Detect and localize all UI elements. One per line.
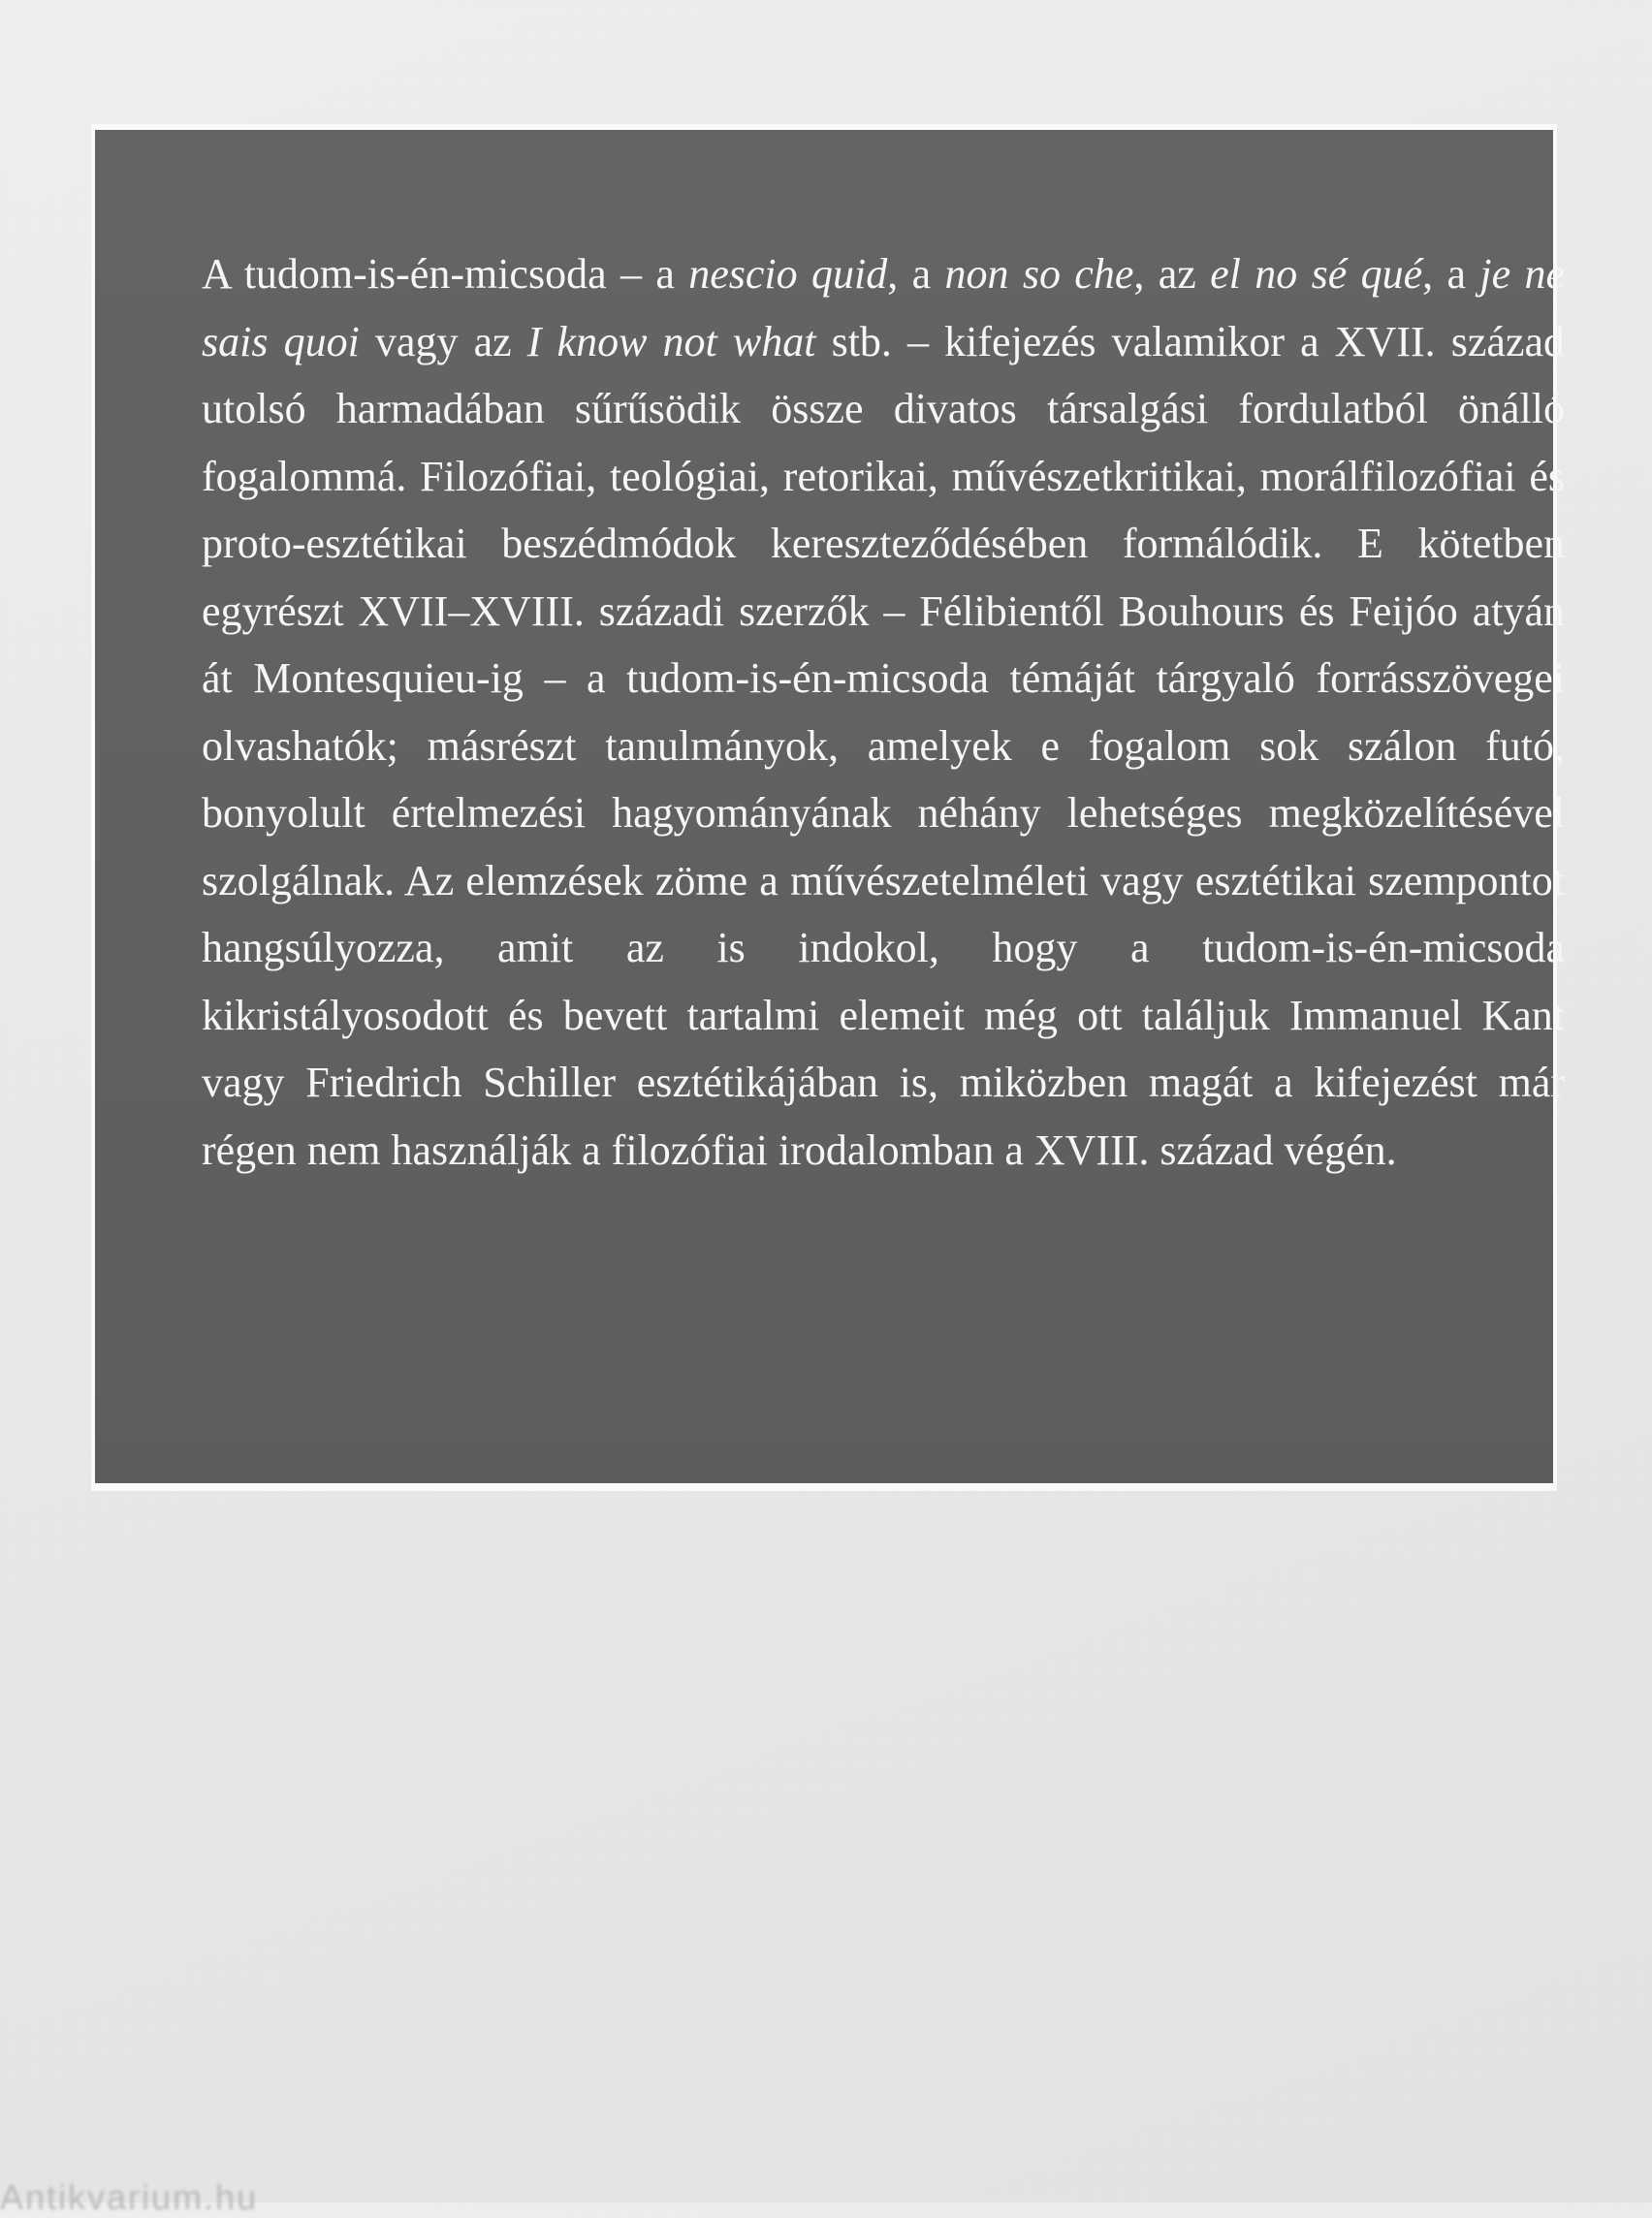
blurb-panel	[95, 130, 1566, 1483]
spanish-phrase: el no sé qué	[1210, 250, 1423, 298]
blurb-segment: vagy az	[359, 317, 527, 365]
blurb-segment: stb. – kifejezés valamikor a XVII. század utolsó harmadában sűrűsödik össze divatos társalgási fordulatból önálló fogalommá. Filozófiai, teológiai, retorikai, művészetkritikai, morálfilozófiai és proto-esztétikai beszédmódok kereszteződésében formálódik. E kötetben egyrészt XVII–XVIII. századi szerzők – Félibientől Bouhours és Feijóo atyán át Montesquieu-ig – a tudom-is-én-micsoda témáját tárgyaló forrásszövegei olvashatók; másrészt tanulmányok, amelyek e fogalom sok szálon futó, bonyolult értelmezési hagyományának néhány lehetséges megközelítésével szolgálnak. Az elemzések zöme a művészetelméleti vagy esztétikai szempontot hangsúlyozza, amit az is indokol, hogy a tudom-is-én-micsoda kikristályosodott és bevett tartalmi elemeit még ott találjuk Immanuel Kant vagy Friedrich Schiller esztétikájában is, miközben magát a kifejezést már régen nem használják a filozófiai irodalomban a XVIII. század végén.	[202, 317, 1566, 1174]
english-phrase: I know not what	[526, 317, 816, 365]
bottom-edge-text: Antikvarium.hu	[0, 2177, 259, 2217]
italian-phrase: non so che	[944, 250, 1134, 298]
blurb-segment: , az	[1133, 250, 1211, 298]
blurb-segment: A tudom-is-én-micsoda – a	[202, 250, 689, 298]
french-phrase: je ne sais quoi	[202, 250, 1566, 365]
latin-phrase: nescio quid	[688, 250, 888, 298]
blurb-segment: , a	[1422, 250, 1480, 298]
blurb-text	[202, 240, 1565, 1184]
blurb-segment: , a	[887, 250, 945, 298]
